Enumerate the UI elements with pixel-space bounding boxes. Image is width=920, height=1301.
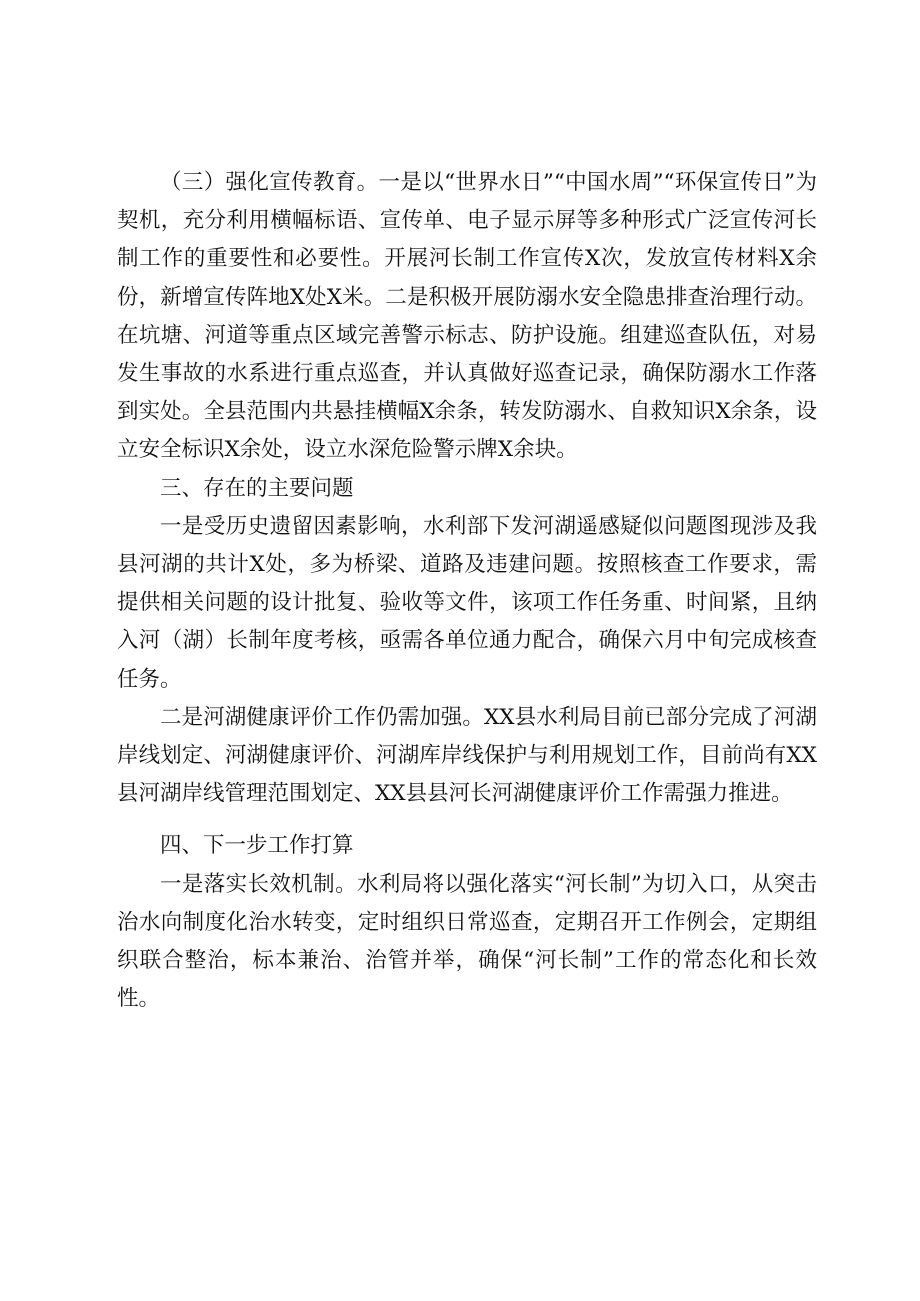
paragraph-problem-health-evaluation: 二是河湖健康评价工作仍需加强。XX县水利局目前已部分完成了河湖岸线划定、河湖健康评价、河湖库岸线保护与利用规划工作，目前尚有XX县河湖岸线管理范围划定、XX县县河长河湖健康评价工作需强力推进。 <box>117 704 817 807</box>
paragraph-problem-remote-sensing: 一是受历史遗留因素影响，水利部下发河湖遥感疑似问题图现涉及我县河湖的共计X处，多为桥梁、道路及违建问题。按照核查工作要求，需提供相关问题的设计批复、验收等文件，该项工作任务重、时间紧，且纳入河（湖）长制年度考核，亟需各单位通力配合，确保六月中旬完成核查任务。 <box>117 513 817 692</box>
section-heading-next-steps: 四、下一步工作打算 <box>160 833 354 859</box>
paragraph-propaganda-education: （三）强化宣传教育。一是以“世界水日”“中国水周”“环保宣传日”为契机，充分利用横幅标语、宣传单、电子显示屏等多种形式广泛宣传河长制工作的重要性和必要性。开展河长制工作宣传X次，发放宣传材料X余份，新增宣传阵地X处X米。二是积极开展防溺水安全隐患排查治理行动。在坑塘、河道等重点区域完善警示标志、防护设施。组建巡查队伍，对易发生事故的水系进行重点巡查，并认真做好巡查记录，确保防溺水工作落到实处。全县范围内共悬挂横幅X余条，转发防溺水、自救知识X余条，设立安全标识X余处，设立水深危险警示牌X余块。 <box>117 170 817 463</box>
document-body <box>117 164 817 1018</box>
section-heading-main-problems: 三、存在的主要问题 <box>160 475 354 501</box>
paragraph-next-long-term-mechanism: 一是落实长效机制。水利局将以强化落实“河长制”为切入口，从突击治水向制度化治水转变，定时组织日常巡查，定期召开工作例会，定期组织联合整治，标本兼治、治管并举，确保“河长制”工作的常态化和长效性。 <box>117 871 817 1012</box>
